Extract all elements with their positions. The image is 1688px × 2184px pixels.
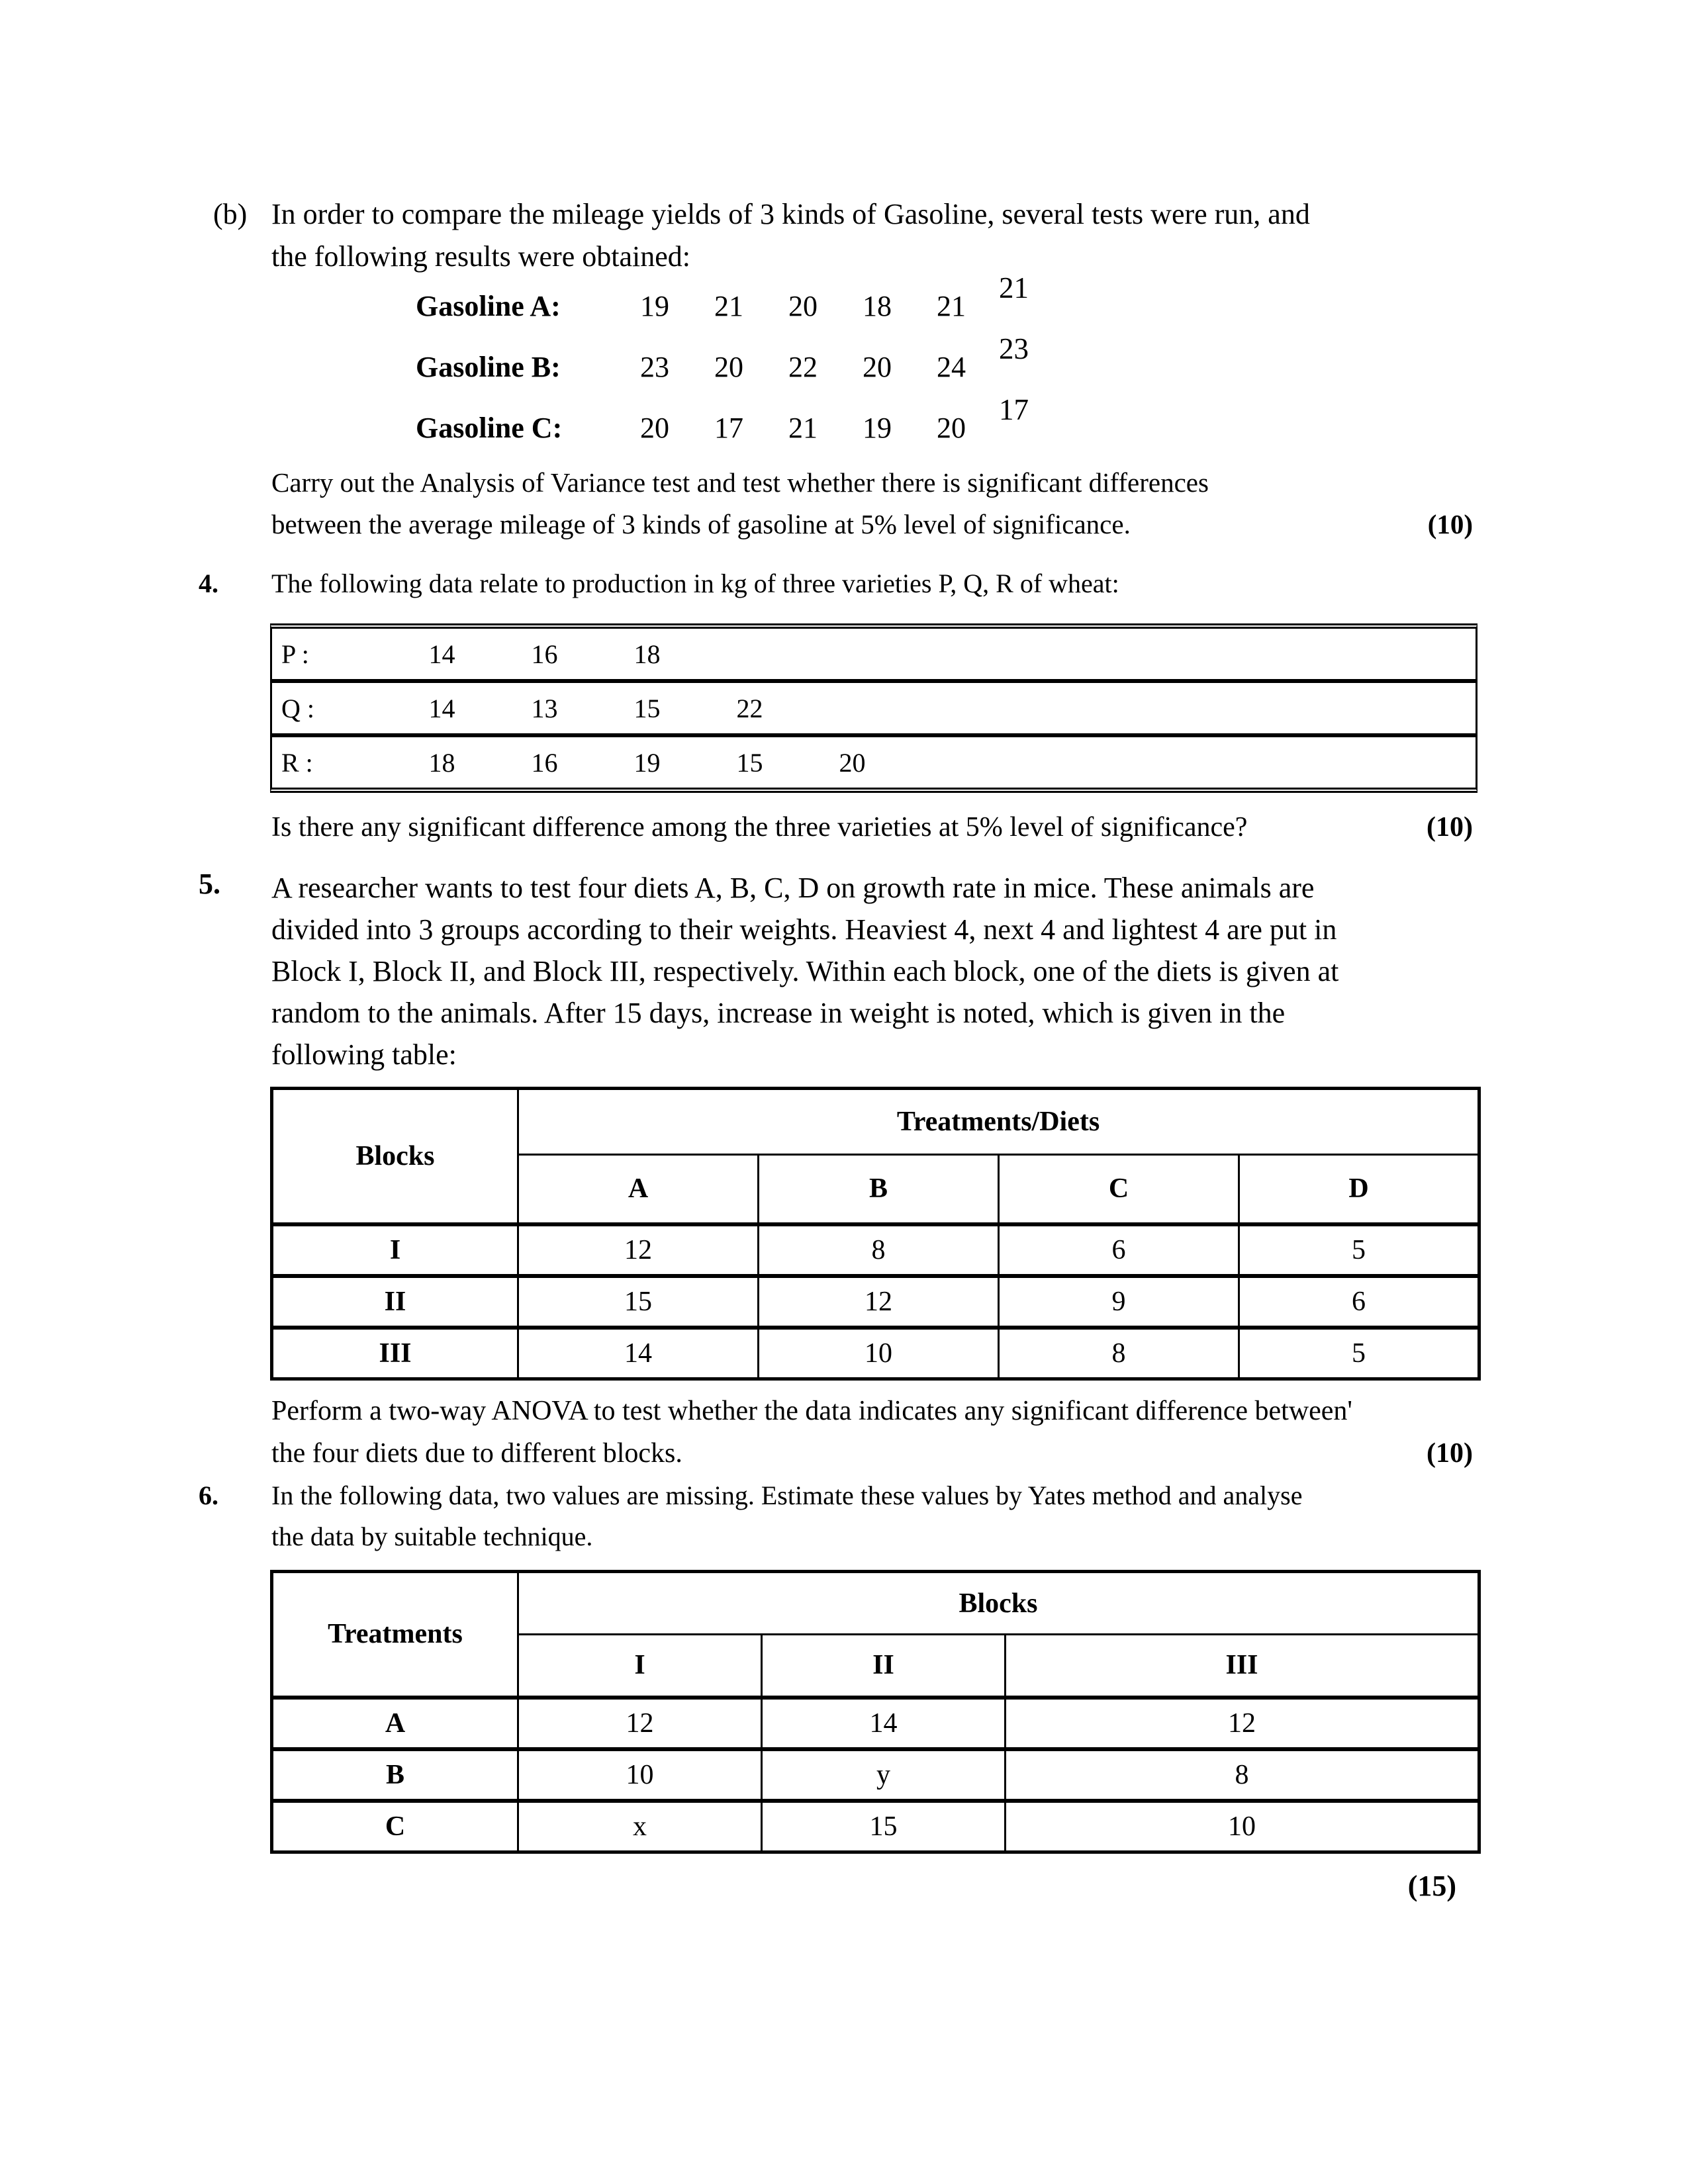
yates-table-row-b xyxy=(272,1749,1479,1801)
question-4-number: 4. xyxy=(199,569,218,598)
question-b-closing-line-1: Carry out the Analysis of Variance test and test whether there is significant differences xyxy=(271,467,1209,498)
diet-column-header-c: C xyxy=(999,1155,1239,1224)
diets-table-row-1 xyxy=(272,1224,1479,1276)
gasoline-row-a xyxy=(416,271,1029,323)
wheat-value: 15 xyxy=(633,693,661,723)
wheat-value: 19 xyxy=(633,747,661,778)
block-row-label: I xyxy=(272,1224,518,1276)
question-4-marks: (10) xyxy=(1427,812,1473,842)
wheat-row-label: Q : xyxy=(281,693,314,723)
gasoline-c-extra-value: 17 xyxy=(999,393,1029,426)
gasoline-a-value: 20 xyxy=(788,290,818,322)
question-b-line-1-text: In order to compare the mileage yields of 3 kinds of Gasoline, several tests were run, and xyxy=(271,198,1310,230)
treatments-diets-group-header: Treatments/Diets xyxy=(518,1089,1479,1155)
yates-value-cell: 12 xyxy=(518,1698,762,1749)
diet-value-cell: 5 xyxy=(1239,1224,1479,1276)
wheat-row-label: R : xyxy=(281,747,313,778)
diet-column-header-a: A xyxy=(518,1155,759,1224)
wheat-value: 16 xyxy=(531,747,558,778)
block-column-header-1: I xyxy=(518,1635,762,1698)
question-5-closing-line-2-text: the four diets due to different blocks. xyxy=(271,1438,682,1469)
block-row-label: III xyxy=(272,1328,518,1379)
blocks-group-header: Blocks xyxy=(518,1572,1479,1635)
gasoline-b-extra-value: 23 xyxy=(999,332,1029,365)
diet-value-cell: 9 xyxy=(999,1276,1239,1328)
yates-table-row-a xyxy=(272,1698,1479,1749)
question-5-line-5: following table: xyxy=(271,1038,457,1071)
gasoline-b-value: 24 xyxy=(937,351,966,383)
gasoline-b-label: Gasoline B: xyxy=(416,351,561,383)
gasoline-a-value: 21 xyxy=(714,290,743,322)
question-5-line-1: A researcher wants to test four diets A, B, C, D on growth rate in mice. These animals are xyxy=(271,872,1315,904)
gasoline-a-label: Gasoline A: xyxy=(416,290,561,322)
question-b-label: (b) xyxy=(213,198,248,230)
wheat-value: 13 xyxy=(531,693,558,723)
yates-value-cell: 10 xyxy=(1006,1801,1479,1852)
question-5-closing-line-1: Perform a two-way ANOVA to test whether the data indicates any significant difference between' xyxy=(271,1396,1352,1426)
question-5-line-4: random to the animals. After 15 days, increase in weight is noted, which is given in the xyxy=(271,997,1286,1029)
gasoline-a-value: 18 xyxy=(863,290,892,322)
yates-value-cell: y xyxy=(762,1749,1006,1801)
diets-table xyxy=(270,1087,1481,1381)
yates-value-cell: 8 xyxy=(1006,1749,1479,1801)
gasoline-row-b xyxy=(416,332,1029,384)
block-column-header-2: II xyxy=(762,1635,1006,1698)
question-4-closing-text: Is there any significant difference among the three varieties at 5% level of significance? xyxy=(271,812,1248,842)
gasoline-a-value: 21 xyxy=(937,290,966,322)
yates-table-row-c xyxy=(272,1801,1479,1852)
gasoline-b-value: 20 xyxy=(714,351,743,383)
gasoline-c-value: 19 xyxy=(863,412,892,444)
diet-value-cell: 8 xyxy=(999,1328,1239,1379)
gasoline-b-value: 22 xyxy=(788,351,818,383)
question-b-line-2: the following results were obtained: xyxy=(271,240,690,273)
wheat-value: 22 xyxy=(736,693,763,723)
question-5-line-2: divided into 3 groups according to their weights. Heaviest 4, next 4 and lightest 4 are put in xyxy=(271,913,1337,946)
diet-value-cell: 14 xyxy=(518,1328,759,1379)
gasoline-row-c xyxy=(416,393,1029,445)
gasoline-c-value: 20 xyxy=(640,412,669,444)
diet-value-cell: 6 xyxy=(1239,1276,1479,1328)
question-b-line-1 xyxy=(213,197,1310,231)
diet-value-cell: 5 xyxy=(1239,1328,1479,1379)
wheat-value: 15 xyxy=(736,747,763,778)
question-4-closing xyxy=(271,811,1473,843)
wheat-value: 16 xyxy=(531,639,558,669)
question-5-number: 5. xyxy=(199,868,220,900)
question-6-line-1: In the following data, two values are missing. Estimate these values by Yates method and analyse xyxy=(271,1480,1303,1510)
question-5-closing-line-2 xyxy=(271,1437,1473,1469)
yates-table xyxy=(270,1570,1481,1854)
question-6-marks-line xyxy=(271,1869,1456,1903)
wheat-value: 14 xyxy=(428,693,455,723)
gasoline-b-value: 20 xyxy=(863,351,892,383)
yates-value-cell: x xyxy=(518,1801,762,1852)
wheat-table-row-r xyxy=(272,733,1476,788)
gasoline-c-value: 21 xyxy=(788,412,818,444)
wheat-value: 18 xyxy=(428,747,455,778)
wheat-row-label: P : xyxy=(281,639,309,669)
treatment-row-label: C xyxy=(272,1801,518,1852)
diet-value-cell: 8 xyxy=(759,1224,999,1276)
diet-value-cell: 6 xyxy=(999,1224,1239,1276)
gasoline-c-label: Gasoline C: xyxy=(416,412,563,444)
question-b-marks: (10) xyxy=(1427,509,1473,539)
diet-value-cell: 12 xyxy=(518,1224,759,1276)
yates-value-cell: 14 xyxy=(762,1698,1006,1749)
wheat-value: 20 xyxy=(839,747,866,778)
wheat-table-row-q xyxy=(272,679,1476,733)
diet-value-cell: 15 xyxy=(518,1276,759,1328)
diet-column-header-d: D xyxy=(1239,1155,1479,1224)
diet-value-cell: 12 xyxy=(759,1276,999,1328)
diet-column-header-b: B xyxy=(759,1155,999,1224)
wheat-value: 14 xyxy=(428,639,455,669)
treatment-row-label: B xyxy=(272,1749,518,1801)
question-6-marks: (15) xyxy=(1407,1870,1456,1902)
yates-value-cell: 10 xyxy=(518,1749,762,1801)
treatment-row-label: A xyxy=(272,1698,518,1749)
wheat-table xyxy=(270,623,1477,793)
question-b-closing-line-2 xyxy=(271,508,1473,540)
diet-value-cell: 10 xyxy=(759,1328,999,1379)
question-5-paragraph xyxy=(271,867,1338,1075)
question-6-line-2: the data by suitable technique. xyxy=(271,1522,593,1551)
treatments-corner-header: Treatments xyxy=(272,1572,518,1698)
yates-value-cell: 12 xyxy=(1006,1698,1479,1749)
gasoline-a-value: 19 xyxy=(640,290,669,322)
question-5-marks: (10) xyxy=(1427,1438,1473,1469)
diets-table-row-2 xyxy=(272,1276,1479,1328)
wheat-value: 18 xyxy=(633,639,661,669)
question-5-line-3: Block I, Block II, and Block III, respectively. Within each block, one of the diets is given at xyxy=(271,955,1339,987)
gasoline-b-value: 23 xyxy=(640,351,669,383)
block-row-label: II xyxy=(272,1276,518,1328)
blocks-corner-header: Blocks xyxy=(272,1089,518,1224)
gasoline-c-value: 17 xyxy=(714,412,743,444)
question-4-text: The following data relate to production in kg of three varieties P, Q, R of wheat: xyxy=(271,569,1119,598)
diets-table-row-3 xyxy=(272,1328,1479,1379)
question-6-number: 6. xyxy=(199,1480,218,1510)
wheat-table-row-p xyxy=(272,629,1476,679)
block-column-header-3: III xyxy=(1006,1635,1479,1698)
yates-value-cell: 15 xyxy=(762,1801,1006,1852)
question-b-closing-line-2-text: between the average mileage of 3 kinds of gasoline at 5% level of significance. xyxy=(271,509,1131,539)
gasoline-c-value: 20 xyxy=(937,412,966,444)
gasoline-a-extra-value: 21 xyxy=(999,271,1029,304)
